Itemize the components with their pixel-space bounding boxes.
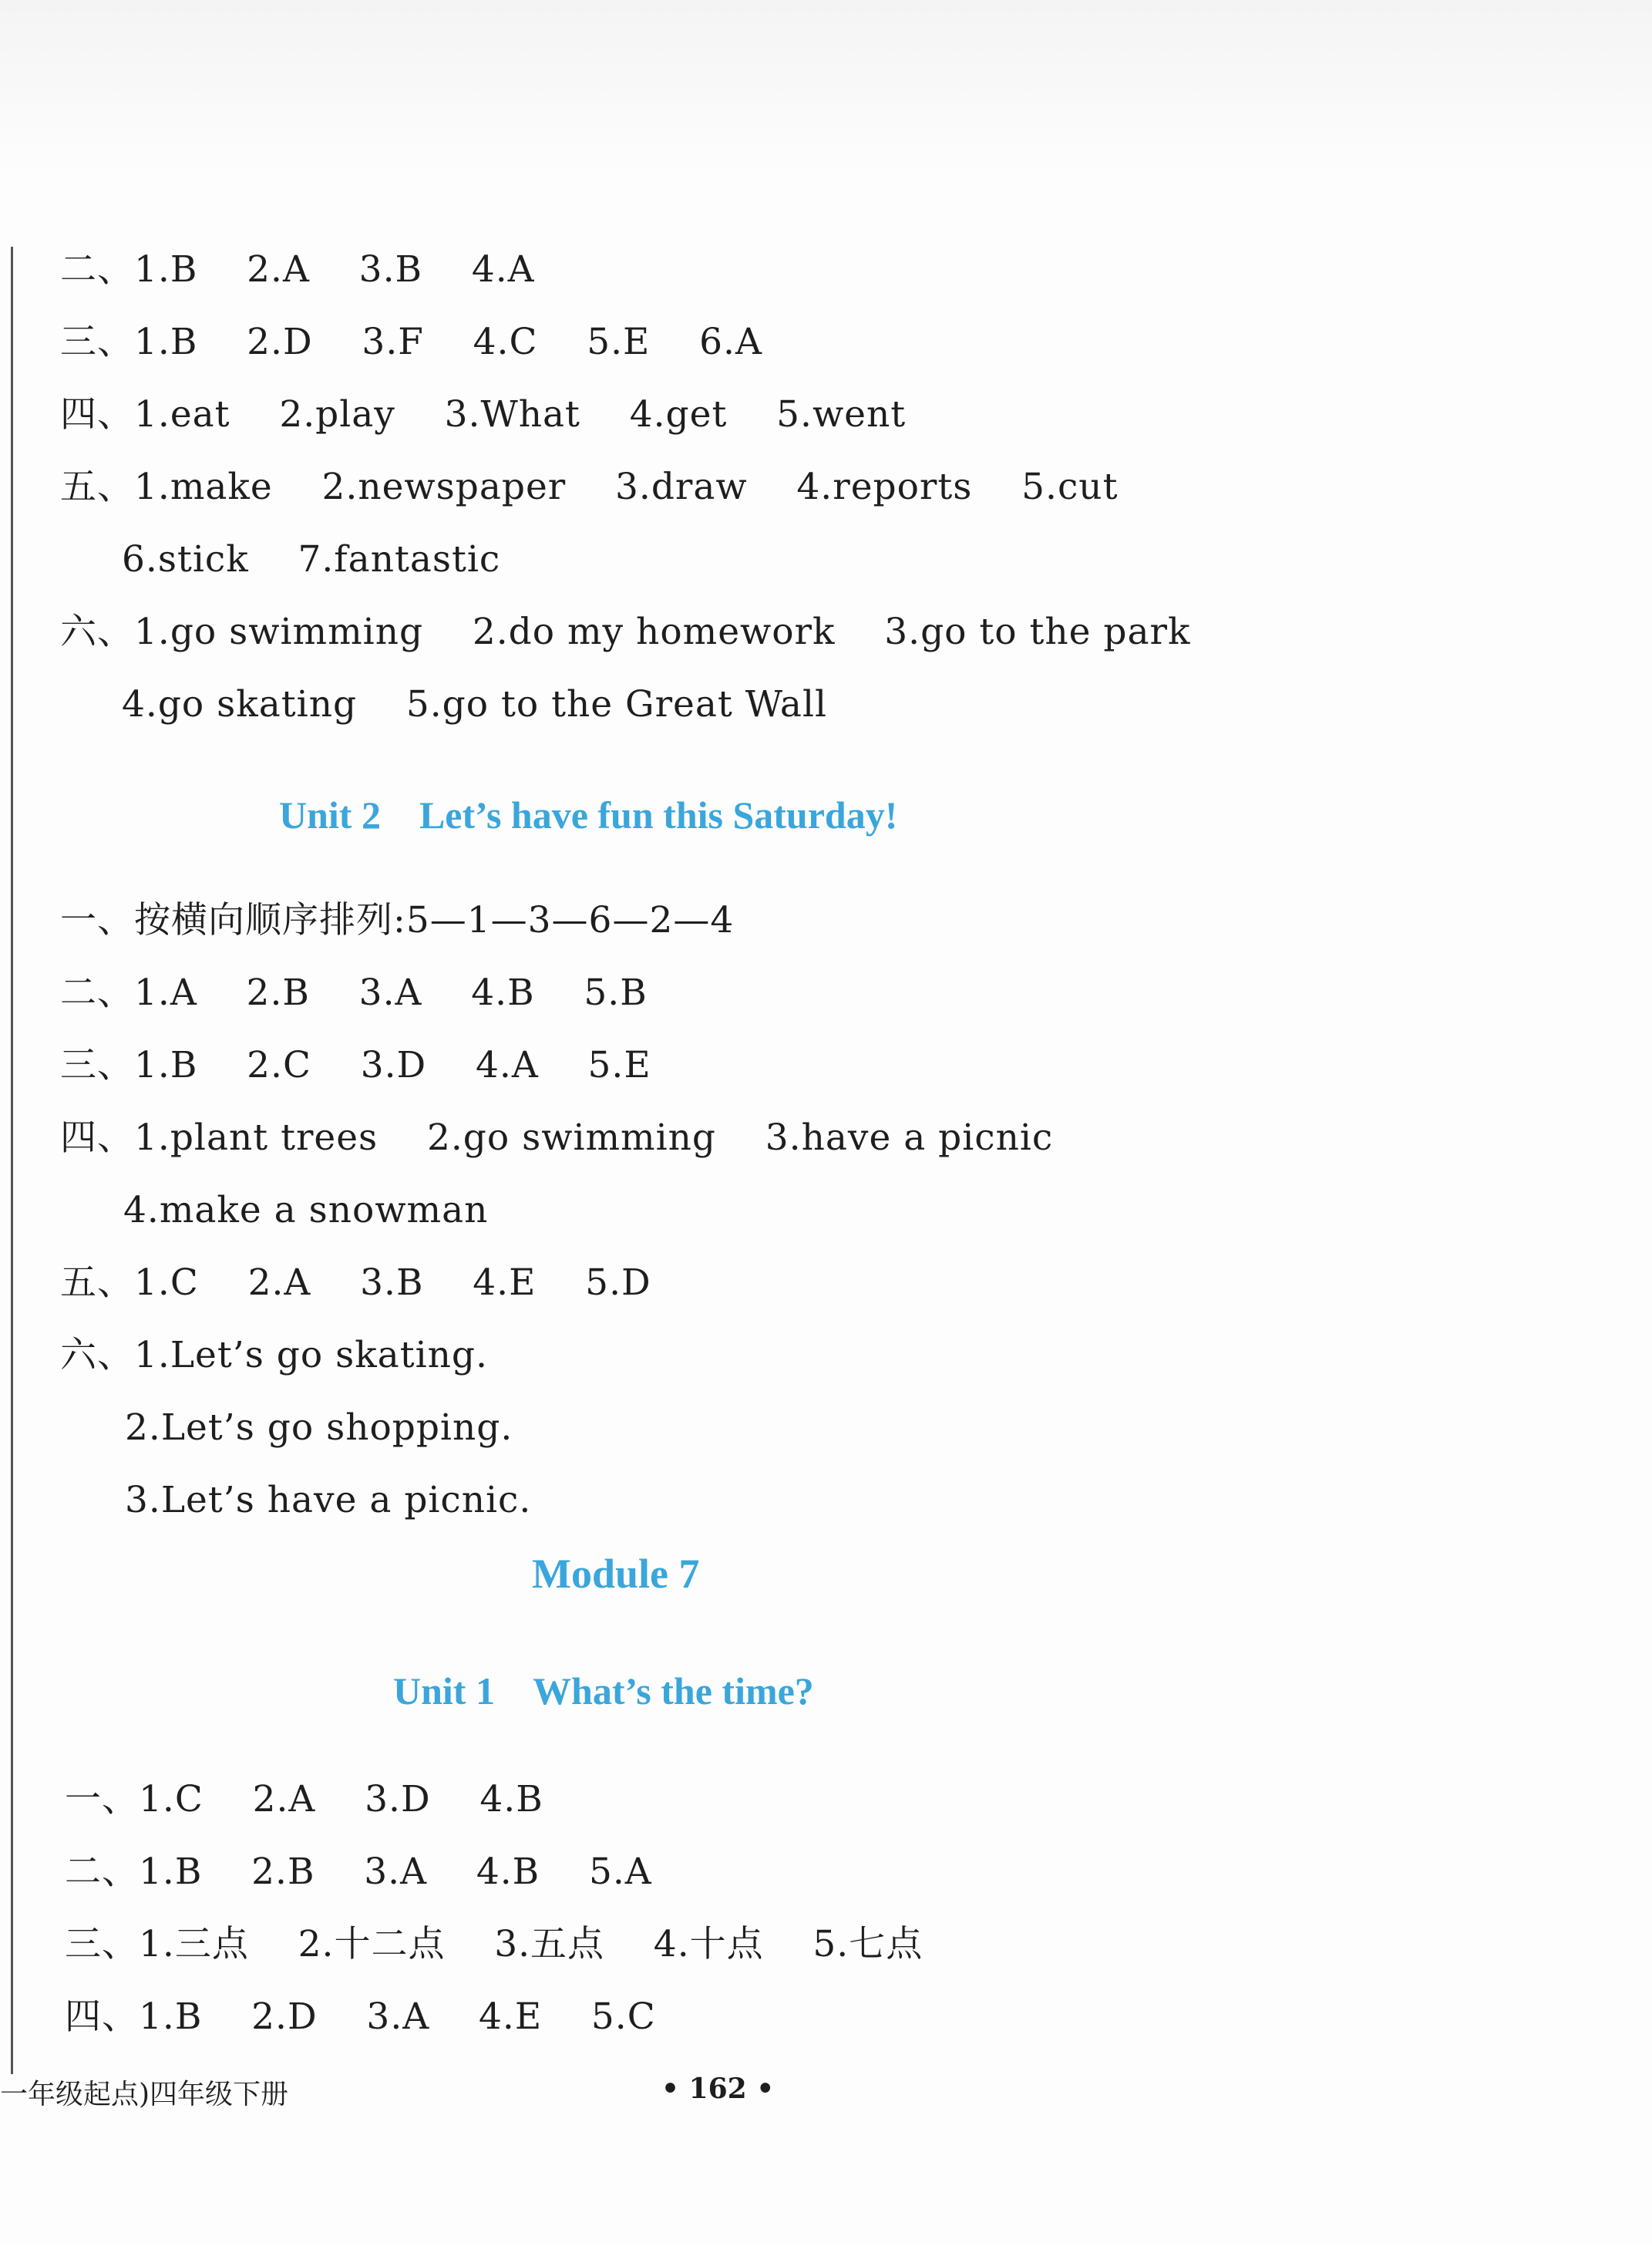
answer-line: 六、1.go swimming 2.do my homework 3.go to the park — [60, 611, 1191, 653]
answer-line: 三、1.三点 2.十二点 3.五点 4.十点 5.七点 — [65, 1923, 924, 1965]
answer-line: 2.Let’s go shopping. — [125, 1406, 513, 1449]
answer-line: 二、1.A 2.B 3.A 4.B 5.B — [60, 972, 648, 1014]
module7-unit1-heading: Unit 1 What’s the time? — [393, 1669, 814, 1713]
answer-line: 二、1.B 2.B 3.A 4.B 5.A — [65, 1851, 652, 1893]
answer-line: 四、1.eat 2.play 3.What 4.get 5.went — [60, 393, 907, 436]
answer-line: 4.make a snowman — [123, 1189, 489, 1231]
answer-line: 三、1.B 2.D 3.F 4.C 5.E 6.A — [60, 321, 762, 363]
answer-line: 一、1.C 2.A 3.D 4.B — [65, 1778, 543, 1820]
answer-line: 五、1.make 2.newspaper 3.draw 4.reports 5.cut — [60, 466, 1119, 508]
answer-line: 六、1.Let’s go skating. — [60, 1334, 488, 1376]
answer-line: 四、1.plant trees 2.go swimming 3.have a picnic — [60, 1116, 1054, 1159]
answer-line: 四、1.B 2.D 3.A 4.E 5.C — [65, 1995, 656, 2038]
module7-heading: Module 7 — [532, 1551, 700, 1597]
page-number: • 162 • — [661, 2073, 775, 2105]
answer-line: 二、1.B 2.A 3.B 4.A — [60, 248, 535, 291]
answer-line: 一、按横向顺序排列:5—1—3—6—2—4 — [60, 899, 735, 941]
footer-book-label: 一年级起点)四年级下册 — [0, 2079, 289, 2110]
answer-line: 3.Let’s have a picnic. — [125, 1479, 532, 1521]
answer-line: 6.stick 7.fantastic — [122, 538, 501, 581]
page-top-shade — [0, 0, 1652, 177]
answer-line: 4.go skating 5.go to the Great Wall — [122, 683, 828, 726]
margin-line — [11, 247, 13, 2074]
answer-line: 五、1.C 2.A 3.B 4.E 5.D — [60, 1261, 651, 1304]
answer-line: 三、1.B 2.C 3.D 4.A 5.E — [60, 1044, 651, 1086]
unit2-heading: Unit 2 Let’s have fun this Saturday! — [279, 793, 898, 837]
